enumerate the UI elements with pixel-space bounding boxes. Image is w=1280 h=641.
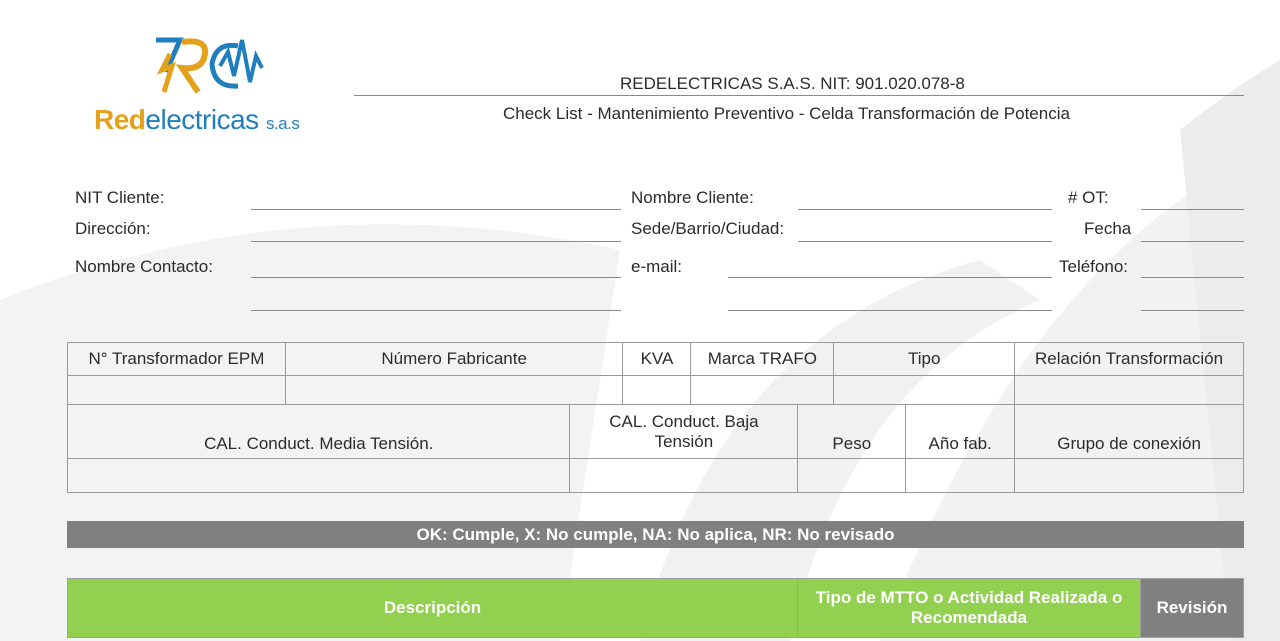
cell-peso[interactable] — [798, 459, 906, 493]
email-label: e-mail: — [631, 257, 683, 276]
email-field[interactable] — [728, 277, 1052, 278]
tipo-mtto-label: Tipo de MTTO o Actividad Realizada o Recomendada — [815, 588, 1123, 627]
header-grupo-conexion: Grupo de conexión — [1015, 405, 1244, 459]
header-cal-baja-tension: CAL. Conduct. Baja Tensión — [570, 405, 798, 459]
telefono-label: Teléfono: — [1059, 257, 1128, 276]
cell-numero-fabricante[interactable] — [285, 376, 623, 405]
logo-mark-icon — [152, 32, 272, 100]
header-kva: KVA — [623, 343, 691, 376]
fecha-field[interactable] — [1141, 241, 1244, 242]
sede-field[interactable] — [798, 241, 1052, 242]
nit-cliente-field[interactable] — [251, 209, 621, 210]
fecha-label: Fecha — [1084, 219, 1132, 238]
transformer-table-bottom — [67, 404, 1244, 493]
header-relacion-transformacion: Relación Transformación — [1015, 343, 1244, 376]
tipo-mtto-header — [797, 578, 1141, 638]
direccion-field[interactable] — [251, 241, 621, 242]
ot-label: # OT: — [1068, 188, 1109, 207]
cell-kva[interactable] — [623, 376, 691, 405]
cell-relacion-transformacion[interactable] — [1015, 376, 1244, 405]
revision-header — [1140, 578, 1244, 638]
header-cal-media-tension: CAL. Conduct. Media Tensión. — [68, 405, 570, 459]
logo-main: electricas — [145, 104, 259, 135]
header-divider — [354, 95, 1244, 96]
nombre-contacto-field[interactable] — [251, 277, 621, 278]
header-ano-fab: Año fab. — [906, 405, 1015, 459]
direccion-label: Dirección: — [75, 219, 151, 238]
header-tipo: Tipo — [834, 343, 1015, 376]
telefono-field[interactable] — [1141, 277, 1244, 278]
cell-n-transformador[interactable] — [68, 376, 286, 405]
nit-cliente-label: NIT Cliente: — [75, 188, 165, 207]
extra-field-middle[interactable] — [728, 310, 1052, 311]
transformer-table-top — [67, 342, 1244, 405]
cell-ano-fab[interactable] — [906, 459, 1015, 493]
cell-cal-baja-tension[interactable] — [570, 459, 798, 493]
logo-suffix: s.a.s — [265, 114, 300, 133]
descripcion-header — [67, 578, 798, 638]
logo-wordmark — [94, 104, 299, 136]
cell-marca-trafo[interactable] — [691, 376, 834, 405]
document-title: Check List - Mantenimiento Preventivo - Celda Transformación de Potencia — [503, 104, 1070, 123]
header-numero-fabricante: Número Fabricante — [285, 343, 623, 376]
logo-prefix: Red — [94, 104, 146, 135]
ot-field[interactable] — [1141, 209, 1244, 210]
company-line: REDELECTRICAS S.A.S. NIT: 901.020.078-8 — [620, 74, 965, 93]
extra-field-left[interactable] — [251, 310, 621, 311]
nombre-cliente-label: Nombre Cliente: — [631, 188, 754, 207]
nombre-contacto-label: Nombre Contacto: — [75, 257, 213, 276]
legend-bar: OK: Cumple, X: No cumple, NA: No aplica, NR: No revisado — [67, 521, 1244, 548]
extra-field-right[interactable] — [1141, 310, 1244, 311]
header-n-transformador: N° Transformador EPM — [68, 343, 286, 376]
descripcion-label: Descripción — [383, 598, 482, 617]
sede-label: Sede/Barrio/Ciudad: — [631, 219, 785, 238]
header-peso: Peso — [798, 405, 906, 459]
cell-cal-media-tension[interactable] — [68, 459, 570, 493]
header-marca-trafo: Marca TRAFO — [691, 343, 834, 376]
company-logo — [88, 32, 328, 142]
cell-tipo[interactable] — [834, 376, 1015, 405]
cell-grupo-conexion[interactable] — [1015, 459, 1244, 493]
nombre-cliente-field[interactable] — [798, 209, 1052, 210]
revision-label: Revisión — [1156, 598, 1228, 617]
